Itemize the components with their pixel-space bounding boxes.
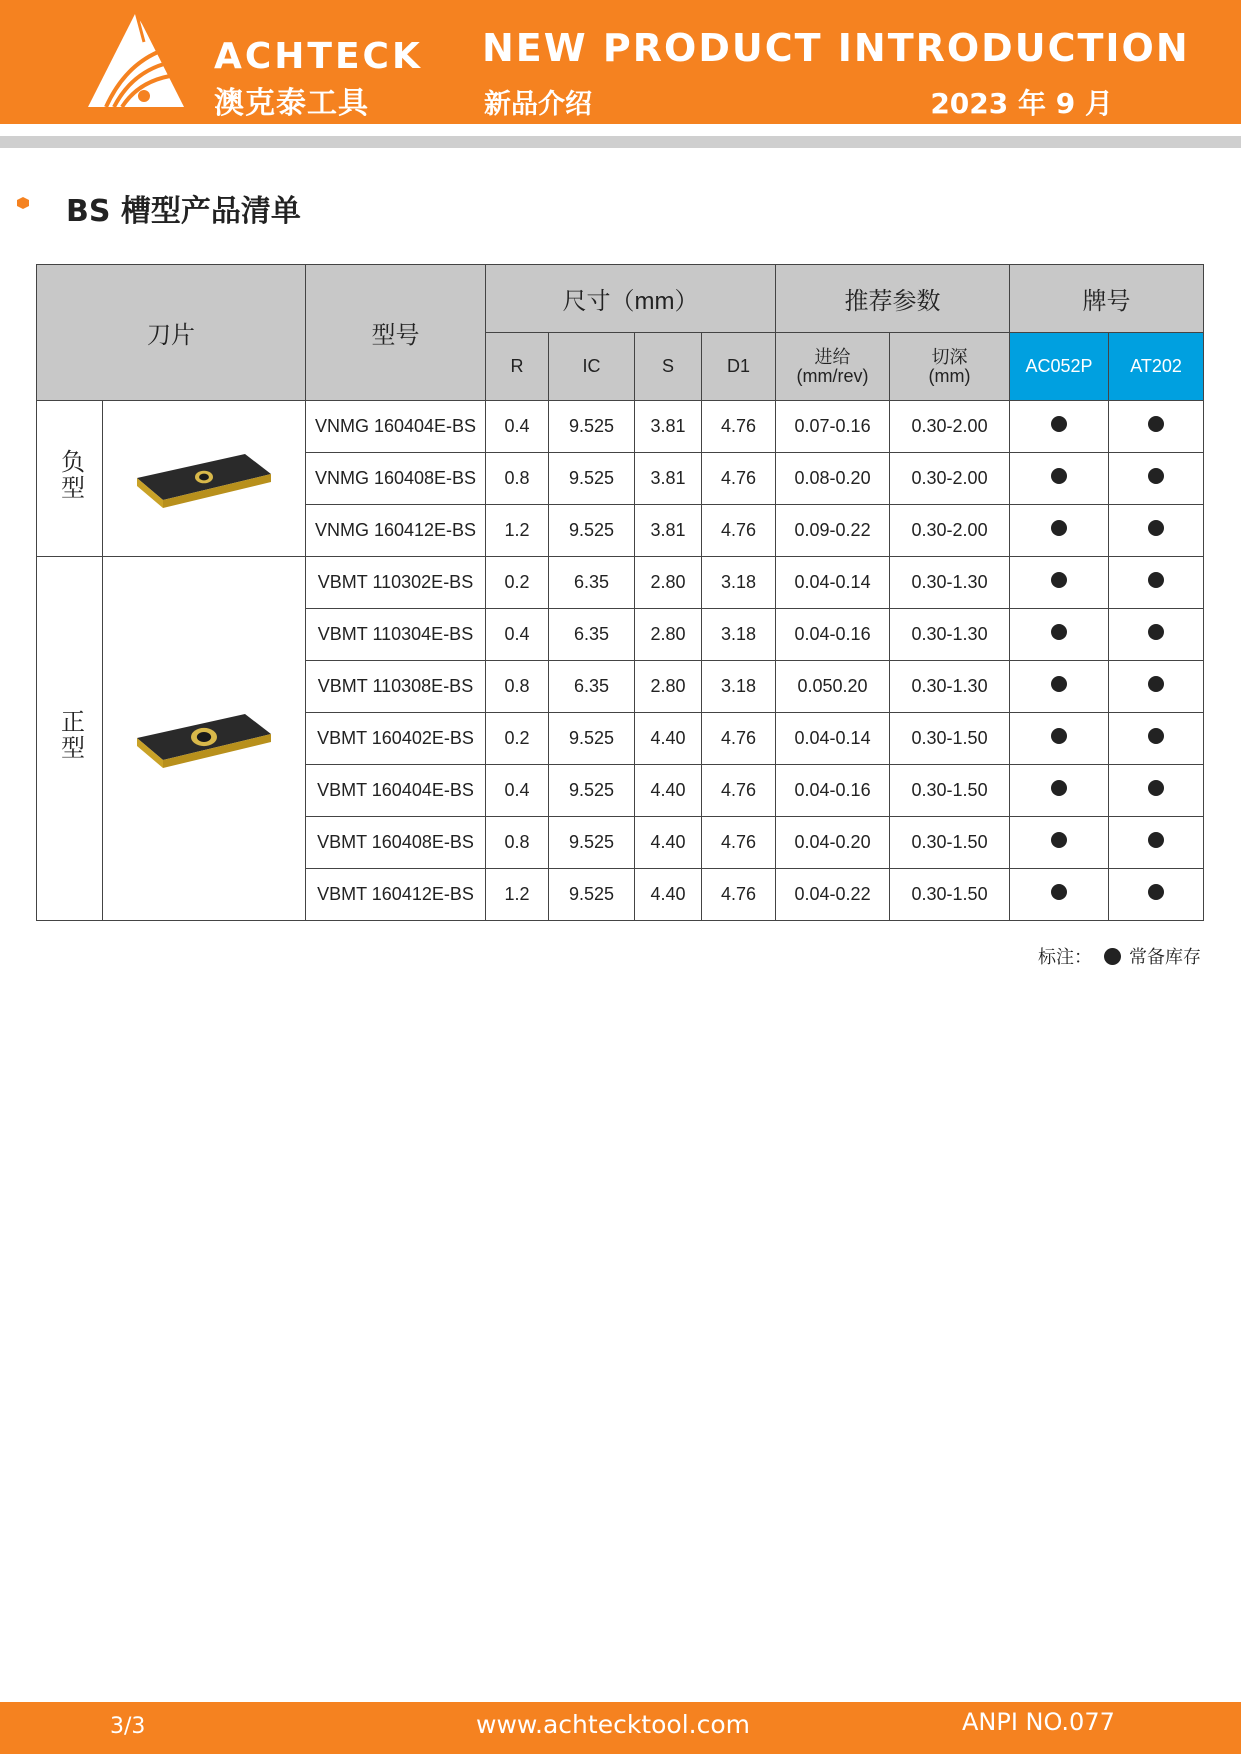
cell-grade-1 [1010, 817, 1109, 869]
cell-s: 3.81 [635, 401, 702, 453]
cell-feed: 0.04-0.14 [776, 713, 890, 765]
cell-grade-1 [1010, 401, 1109, 453]
page-number: 3/3 [110, 1714, 146, 1739]
cell-grade-1 [1010, 661, 1109, 713]
stock-dot-icon [1051, 624, 1067, 640]
cell-d1: 3.18 [702, 609, 776, 661]
feed-label: 进给 [814, 346, 851, 367]
cell-r: 0.4 [486, 401, 549, 453]
table-row [37, 557, 1204, 609]
insert-image-icon [129, 444, 279, 514]
col-header-model: 型号 [306, 265, 486, 401]
cell-grade-2 [1109, 557, 1204, 609]
stock-dot-icon [1148, 676, 1164, 692]
cell-d1: 4.76 [702, 401, 776, 453]
cell-ic: 9.525 [549, 869, 635, 921]
grade-header-2: AT202 [1109, 333, 1204, 401]
stock-dot-icon [1148, 624, 1164, 640]
cell-ic: 9.525 [549, 453, 635, 505]
group-label-text: 负型 [56, 449, 84, 501]
cell-feed: 0.050.20 [776, 661, 890, 713]
cell-r: 0.4 [486, 765, 549, 817]
depth-unit: (mm) [928, 365, 971, 386]
cell-feed: 0.04-0.16 [776, 765, 890, 817]
stock-dot-icon [1148, 832, 1164, 848]
col-header-insert: 刀片 [37, 265, 306, 401]
cell-depth: 0.30-2.00 [890, 505, 1010, 557]
cell-grade-2 [1109, 817, 1204, 869]
cell-grade-1 [1010, 505, 1109, 557]
cell-r: 0.8 [486, 661, 549, 713]
cell-model: VNMG 160404E-BS [306, 401, 486, 453]
stock-dot-icon [1148, 416, 1164, 432]
cell-r: 1.2 [486, 869, 549, 921]
stock-dot-icon [1051, 676, 1067, 692]
stock-dot-icon [1051, 832, 1067, 848]
stock-dot-icon [1148, 728, 1164, 744]
cell-feed: 0.08-0.20 [776, 453, 890, 505]
cell-r: 0.4 [486, 609, 549, 661]
col-header-grade: 牌号 [1010, 265, 1204, 333]
group-label-text: 正型 [56, 709, 84, 761]
stock-dot-icon [1148, 780, 1164, 796]
cell-depth: 0.30-1.50 [890, 765, 1010, 817]
stock-dot-icon [1148, 572, 1164, 588]
footer-bar [0, 1702, 1241, 1754]
cell-ic: 6.35 [549, 557, 635, 609]
cell-d1: 4.76 [702, 713, 776, 765]
brand-name-cn: 澳克泰工具 [214, 86, 369, 121]
stock-dot-icon [1148, 884, 1164, 900]
grade-header-1: AC052P [1010, 333, 1109, 401]
depth-label: 切深 [931, 346, 968, 367]
cell-grade-1 [1010, 765, 1109, 817]
cell-ic: 9.525 [549, 505, 635, 557]
cell-r: 1.2 [486, 505, 549, 557]
legend [1038, 943, 1201, 969]
stock-dot-icon [1051, 520, 1067, 536]
group-label-positive [37, 557, 103, 921]
group-label-negative [37, 401, 103, 557]
cell-model: VBMT 110308E-BS [306, 661, 486, 713]
cell-grade-1 [1010, 557, 1109, 609]
cell-d1: 4.76 [702, 817, 776, 869]
cell-grade-1 [1010, 713, 1109, 765]
sub-header-depth [890, 333, 1010, 401]
col-header-params: 推荐参数 [776, 265, 1010, 333]
cell-model: VBMT 160404E-BS [306, 765, 486, 817]
cell-grade-2 [1109, 869, 1204, 921]
cell-d1: 4.76 [702, 505, 776, 557]
cell-depth: 0.30-1.30 [890, 661, 1010, 713]
col-header-size: 尺寸（mm） [486, 265, 776, 333]
cell-ic: 9.525 [549, 817, 635, 869]
header-bar [0, 0, 1241, 124]
cell-grade-2 [1109, 765, 1204, 817]
sub-header-d1: D1 [702, 333, 776, 401]
cell-grade-1 [1010, 453, 1109, 505]
cell-d1: 3.18 [702, 557, 776, 609]
product-table [36, 264, 1204, 921]
cell-ic: 6.35 [549, 609, 635, 661]
stock-dot-icon [1051, 728, 1067, 744]
cell-model: VBMT 160412E-BS [306, 869, 486, 921]
cell-feed: 0.09-0.22 [776, 505, 890, 557]
table-row [37, 401, 1204, 453]
brand-name-en: ACHTECK [214, 36, 423, 77]
cell-model: VBMT 110304E-BS [306, 609, 486, 661]
stock-dot-icon [1051, 468, 1067, 484]
stock-dot-icon [1148, 520, 1164, 536]
cell-s: 4.40 [635, 713, 702, 765]
cell-grade-2 [1109, 661, 1204, 713]
sub-header-ic: IC [549, 333, 635, 401]
cell-depth: 0.30-1.50 [890, 869, 1010, 921]
cell-feed: 0.04-0.22 [776, 869, 890, 921]
cell-feed: 0.04-0.14 [776, 557, 890, 609]
cell-grade-2 [1109, 453, 1204, 505]
cell-grade-2 [1109, 505, 1204, 557]
legend-label: 标注： [1038, 947, 1092, 968]
achteck-logo-icon [86, 12, 186, 112]
cell-d1: 3.18 [702, 661, 776, 713]
cell-ic: 6.35 [549, 661, 635, 713]
cell-model: VNMG 160412E-BS [306, 505, 486, 557]
cell-s: 2.80 [635, 609, 702, 661]
cell-d1: 4.76 [702, 453, 776, 505]
insert-image-negative [103, 401, 306, 557]
cell-s: 3.81 [635, 505, 702, 557]
cell-depth: 0.30-1.30 [890, 557, 1010, 609]
header-divider [0, 136, 1241, 148]
page-title-cn: 新品介绍 [484, 89, 592, 120]
stock-dot-icon [1051, 780, 1067, 796]
insert-image-icon [129, 704, 279, 774]
stock-dot-icon [1148, 468, 1164, 484]
sub-header-s: S [635, 333, 702, 401]
cell-s: 2.80 [635, 661, 702, 713]
sub-header-feed [776, 333, 890, 401]
cell-s: 3.81 [635, 453, 702, 505]
cell-r: 0.2 [486, 713, 549, 765]
cell-grade-1 [1010, 609, 1109, 661]
legend-text: 常备库存 [1129, 947, 1201, 968]
cell-grade-1 [1010, 869, 1109, 921]
cell-depth: 0.30-2.00 [890, 401, 1010, 453]
anpi-number: ANPI NO.077 [962, 1708, 1115, 1736]
website-link[interactable]: www.achtecktool.com [476, 1710, 750, 1739]
stock-dot-icon [1051, 884, 1067, 900]
cell-grade-2 [1109, 609, 1204, 661]
bullet-icon [17, 197, 29, 209]
stock-dot-icon [1051, 572, 1067, 588]
cell-s: 4.40 [635, 765, 702, 817]
cell-s: 4.40 [635, 869, 702, 921]
cell-feed: 0.04-0.16 [776, 609, 890, 661]
stock-dot-icon [1104, 948, 1121, 965]
cell-s: 2.80 [635, 557, 702, 609]
cell-d1: 4.76 [702, 869, 776, 921]
cell-depth: 0.30-1.50 [890, 817, 1010, 869]
feed-unit: (mm/rev) [796, 365, 869, 386]
cell-depth: 0.30-1.30 [890, 609, 1010, 661]
cell-model: VBMT 160402E-BS [306, 713, 486, 765]
cell-depth: 0.30-1.50 [890, 713, 1010, 765]
section-title: BS 槽型产品清单 [66, 194, 301, 229]
sub-header-r: R [486, 333, 549, 401]
cell-feed: 0.04-0.20 [776, 817, 890, 869]
cell-ic: 9.525 [549, 713, 635, 765]
page-title-en: NEW PRODUCT INTRODUCTION [482, 26, 1190, 70]
stock-dot-icon [1051, 416, 1067, 432]
cell-grade-2 [1109, 401, 1204, 453]
cell-d1: 4.76 [702, 765, 776, 817]
cell-s: 4.40 [635, 817, 702, 869]
cell-model: VBMT 110302E-BS [306, 557, 486, 609]
cell-ic: 9.525 [549, 765, 635, 817]
cell-ic: 9.525 [549, 401, 635, 453]
cell-r: 0.8 [486, 453, 549, 505]
cell-r: 0.8 [486, 817, 549, 869]
cell-model: VNMG 160408E-BS [306, 453, 486, 505]
cell-grade-2 [1109, 713, 1204, 765]
cell-depth: 0.30-2.00 [890, 453, 1010, 505]
insert-image-positive [103, 557, 306, 921]
cell-model: VBMT 160408E-BS [306, 817, 486, 869]
cell-r: 0.2 [486, 557, 549, 609]
issue-date: 2023 年 9 月 [930, 87, 1113, 120]
cell-feed: 0.07-0.16 [776, 401, 890, 453]
